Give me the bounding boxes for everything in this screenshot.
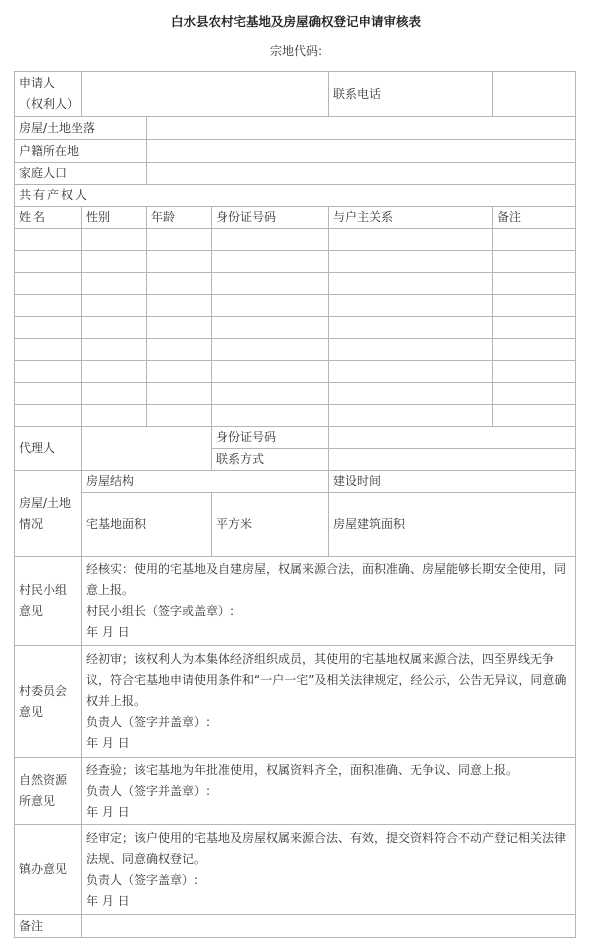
- applicant-value[interactable]: [82, 72, 329, 117]
- co-owner-row: [15, 405, 576, 427]
- application-review-table: [14, 71, 576, 938]
- cell[interactable]: [212, 361, 329, 383]
- col-relation: 与户主关系: [329, 207, 493, 229]
- col-remarks: 备注: [493, 207, 576, 229]
- co-owner-row: [15, 317, 576, 339]
- household-label: 户籍所在地: [15, 140, 147, 163]
- cell[interactable]: [147, 405, 212, 427]
- form-title: 白水县农村宅基地及房屋确权登记申请审核表: [170, 14, 421, 29]
- cell[interactable]: [15, 273, 82, 295]
- cell[interactable]: [15, 405, 82, 427]
- cell[interactable]: [493, 229, 576, 251]
- committee-text: 经初审；该权利人为本集体经济组织成员，其使用的宅基地权属来源合法，四至界线无争议，符合宅基地申请使用条件和“一户一宅”及相关法律规定，经公示，公告无异议，同意确权并上报。: [86, 652, 567, 708]
- town-signer: 负责人（签字盖章）:: [86, 872, 199, 887]
- co-owner-row: [15, 229, 576, 251]
- agent-contact-label: 联系方式: [212, 449, 329, 471]
- cell[interactable]: [147, 251, 212, 273]
- phone-label: 联系电话: [329, 72, 493, 117]
- cell[interactable]: [212, 405, 329, 427]
- committee-signer: 负责人（签字并盖章）:: [86, 715, 211, 729]
- cell[interactable]: [493, 361, 576, 383]
- town-label: 镇办意见: [15, 825, 82, 915]
- cell[interactable]: [147, 229, 212, 251]
- co-owner-row: [15, 273, 576, 295]
- cell[interactable]: [82, 317, 147, 339]
- cell[interactable]: [82, 229, 147, 251]
- cell[interactable]: [493, 317, 576, 339]
- committee-date: 年 月 日: [86, 736, 130, 750]
- cell[interactable]: [147, 383, 212, 405]
- family-value[interactable]: [147, 163, 576, 185]
- group-signer: 村民小组长（签字或盖章）:: [86, 604, 235, 618]
- cell[interactable]: [15, 339, 82, 361]
- cell[interactable]: [329, 273, 493, 295]
- committee-opinion: [82, 646, 576, 758]
- cell[interactable]: [212, 251, 329, 273]
- cell[interactable]: [329, 339, 493, 361]
- cell[interactable]: [212, 229, 329, 251]
- cell[interactable]: [15, 295, 82, 317]
- agent-id-value[interactable]: [329, 427, 576, 449]
- col-id-number: 身份证号码: [212, 207, 329, 229]
- town-date: 年 月 日: [86, 893, 130, 908]
- land-area-unit: 平方米: [212, 493, 329, 557]
- land-area-label: 宅基地面积: [82, 493, 212, 557]
- applicant-label: 申请人（权利人）: [15, 72, 82, 117]
- agent-id-label: 身份证号码: [212, 427, 329, 449]
- cell[interactable]: [493, 273, 576, 295]
- group-date: 年 月 日: [86, 625, 130, 639]
- co-owner-row: [15, 295, 576, 317]
- col-name: 姓名: [15, 207, 82, 229]
- family-label: 家庭人口: [15, 163, 147, 185]
- cell[interactable]: [82, 361, 147, 383]
- resources-label: 自然资源所意见: [15, 758, 82, 825]
- property-label: 房屋/土地情况: [15, 471, 82, 557]
- cell[interactable]: [329, 405, 493, 427]
- co-owner-row: [15, 339, 576, 361]
- resources-date: 年 月 日: [86, 804, 130, 819]
- cell[interactable]: [212, 383, 329, 405]
- remarks-value[interactable]: [82, 915, 576, 938]
- cell[interactable]: [329, 317, 493, 339]
- cell[interactable]: [15, 229, 82, 251]
- cell[interactable]: [493, 405, 576, 427]
- cell[interactable]: [82, 383, 147, 405]
- committee-label: 村委员会意见: [15, 646, 82, 758]
- cell[interactable]: [82, 251, 147, 273]
- resources-text: 经查验；该宅基地为年批准使用，权属资料齐全，面积准确、无争议、同意上报。: [86, 762, 519, 777]
- town-opinion: [82, 825, 576, 915]
- parcel-code-label: 宗地代码:: [269, 44, 323, 58]
- agent-contact-value[interactable]: [329, 449, 576, 471]
- cell[interactable]: [147, 295, 212, 317]
- cell[interactable]: [493, 383, 576, 405]
- resources-signer: 负责人（签字并盖章）:: [86, 783, 211, 798]
- phone-value[interactable]: [493, 72, 576, 117]
- cell[interactable]: [329, 251, 493, 273]
- build-time-label: 建设时间: [329, 471, 576, 493]
- co-owners-label: 共有产权人: [15, 185, 576, 207]
- cell[interactable]: [212, 317, 329, 339]
- household-value[interactable]: [147, 140, 576, 163]
- cell[interactable]: [82, 405, 147, 427]
- cell[interactable]: [329, 295, 493, 317]
- structure-label: 房屋结构: [82, 471, 329, 493]
- cell[interactable]: [15, 317, 82, 339]
- town-text: 经审定；该户使用的宅基地及房屋权属来源合法、有效，提交资料符合不动产登记相关法律法规、同意确权登记。: [86, 830, 567, 866]
- group-text: 经核实：使用的宅基地及自建房屋，权属来源合法，面积准确、房屋能够长期安全使用，同意上报。: [86, 562, 567, 597]
- cell[interactable]: [493, 251, 576, 273]
- cell[interactable]: [82, 339, 147, 361]
- cell[interactable]: [212, 273, 329, 295]
- location-value[interactable]: [147, 117, 576, 140]
- col-gender: 性别: [82, 207, 147, 229]
- cell[interactable]: [493, 295, 576, 317]
- col-age: 年龄: [147, 207, 212, 229]
- cell[interactable]: [147, 273, 212, 295]
- cell[interactable]: [147, 317, 212, 339]
- cell[interactable]: [329, 383, 493, 405]
- cell[interactable]: [82, 273, 147, 295]
- cell[interactable]: [82, 295, 147, 317]
- cell[interactable]: [493, 339, 576, 361]
- location-label: 房屋/土地坐落: [15, 117, 147, 140]
- cell[interactable]: [329, 229, 493, 251]
- group-label: 村民小组意见: [15, 557, 82, 646]
- cell[interactable]: [147, 339, 212, 361]
- agent-label: 代理人: [15, 427, 82, 471]
- co-owner-row: [15, 383, 576, 405]
- cell[interactable]: [329, 361, 493, 383]
- agent-value[interactable]: [82, 427, 212, 471]
- cell[interactable]: [212, 295, 329, 317]
- co-owner-row: [15, 251, 576, 273]
- cell[interactable]: [15, 383, 82, 405]
- building-area-label: 房屋建筑面积: [329, 493, 576, 557]
- cell[interactable]: [212, 339, 329, 361]
- group-opinion: [82, 557, 576, 646]
- resources-opinion: [82, 758, 576, 825]
- co-owner-row: [15, 361, 576, 383]
- cell[interactable]: [15, 251, 82, 273]
- remarks-label: 备注: [15, 915, 82, 938]
- cell[interactable]: [147, 361, 212, 383]
- cell[interactable]: [15, 361, 82, 383]
